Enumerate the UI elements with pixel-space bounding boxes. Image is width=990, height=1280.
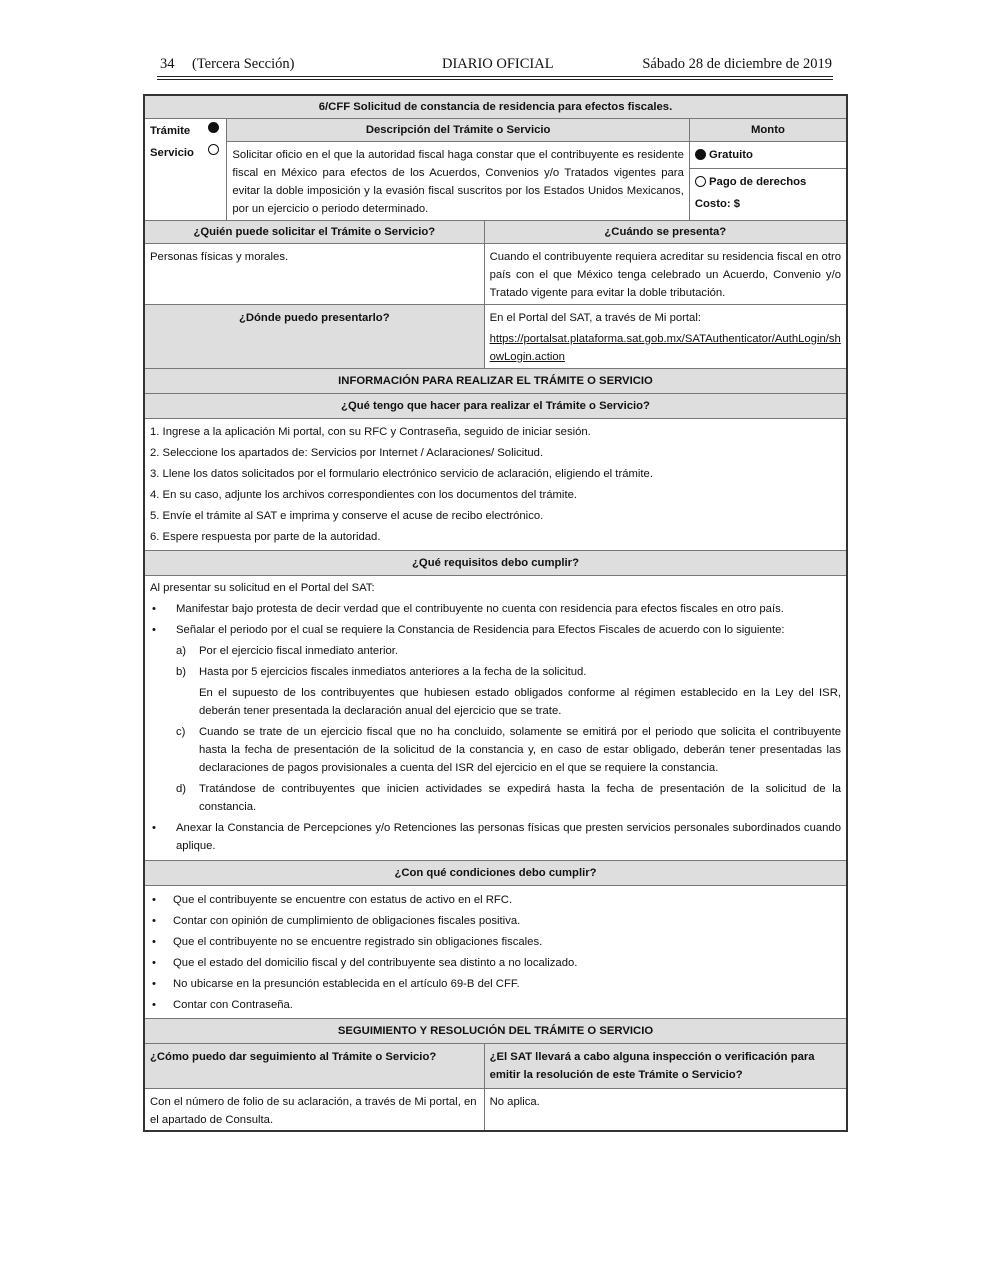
periodo-list xyxy=(176,642,841,816)
list-item: • Señalar el periodo por el cual se requiere la Constancia de Residencia para Efectos Fiscales de acuerdo con lo siguiente: a) Por el ejercicio fiscal inmediato anterior. b) Hasta por 5 ejercicios fiscales inmediatos anteriores a la fecha de la solicitud. En el supuesto de los contribuyentes que hubiesen estado obligados conforme al régimen establecido en la Ley del ISR, deberán tener presentada la declaración anual del ejercicio que se trate. c) Cuando se trate de un ejercicio fiscal que no ha concluido, solamente se emitirá por el periodo que solicita el contribuyente hasta la fecha de presentación de la solicitud de la constancia y, en caso de estar obligado, deberán tener presentadas las declaraciones de pagos provisionales a cuenta del ISR del ejercicio en el que se requiere la constancia. d) Tratándose de contribuyentes que inicien actividades se expedirá hasta la fecha de presentación de la solicitud de la constancia. xyxy=(150,621,841,816)
como-header: ¿Cómo puedo dar seguimiento al Trámite o Servicio? xyxy=(144,1044,484,1089)
condiciones-cell xyxy=(144,886,847,1019)
list-item: • Manifestar bajo protesta de decir verdad que el contribuyente no cuenta con residencia para efectos fiscales en otro país. xyxy=(150,600,841,618)
procedure-table xyxy=(143,94,848,1132)
que-hacer-header: ¿Qué tengo que hacer para realizar el Trámite o Servicio? xyxy=(144,394,847,419)
inspeccion-header: ¿El SAT llevará a cabo alguna inspección o verificación para emitir la resolución de este Trámite o Servicio? xyxy=(484,1044,847,1089)
list-item: 6. Espere respuesta por parte de la autoridad. xyxy=(150,531,381,543)
page-header xyxy=(160,56,832,76)
list-item: b) Hasta por 5 ejercicios fiscales inmediatos anteriores a la fecha de la solicitud. En el supuesto de los contribuyentes que hubiesen estado obligados conforme al régimen establecido en la Ley del ISR, deberán tener presentada la declaración anual del ejercicio que se trate. xyxy=(176,666,841,717)
requisitos-cell xyxy=(144,576,847,861)
list-item: • Que el contribuyente se encuentre con estatus de activo en el RFC. xyxy=(150,891,841,909)
requisitos-intro: Al presentar su solicitud en el Portal del SAT: xyxy=(150,582,375,594)
description-header: Descripción del Trámite o Servicio xyxy=(227,119,689,142)
list-item: • Contar con Contraseña. xyxy=(150,996,841,1014)
condiciones-list xyxy=(150,891,841,1014)
publication-date: Sábado 28 de diciembre de 2019 xyxy=(642,56,832,72)
list-item: • Contar con opinión de cumplimiento de obligaciones fiscales positiva. xyxy=(150,912,841,930)
section-label: (Tercera Sección) xyxy=(192,56,295,72)
publication-title: DIARIO OFICIAL xyxy=(442,56,554,72)
list-item: • No ubicarse en la presunción establecida en el artículo 69-B del CFF. xyxy=(150,975,841,993)
donde-cell xyxy=(484,305,847,369)
list-item: c) Cuando se trate de un ejercicio fiscal que no ha concluido, solamente se emitirá por el periodo que solicita el contribuyente hasta la fecha de presentación de la solicitud de la constancia y, en caso de estar obligado, deberán tener presentadas las declaraciones de pagos provisionales a cuenta del ISR del ejercicio en el que se requiere la constancia. xyxy=(176,726,841,774)
list-item: 2. Seleccione los apartados de: Servicios por Internet / Aclaraciones/ Solicitud. xyxy=(150,447,544,459)
description-text: Solicitar oficio en el que la autoridad fiscal haga constar que el contribuyente es residente fiscal en México para efectos de los Acuerdos, Convenios y/o Tratados vigentes para evitar la doble imposición y la evasión fiscal suscritos por los Estados Unidos Mexicanos, por un ejercicio o periodo determinado. xyxy=(227,142,689,221)
como-text: Con el número de folio de su aclaración, a través de Mi portal, en el apartado de Consulta. xyxy=(144,1089,484,1132)
list-item: d) Tratándose de contribuyentes que inicien actividades se expedirá hasta la fecha de presentación de la solicitud de la constancia. xyxy=(176,783,841,813)
quien-text: Personas físicas y morales. xyxy=(144,244,484,305)
list-item: • Que el estado del domicilio fiscal y del contribuyente sea distinto a no localizado. xyxy=(150,954,841,972)
gratuito-label: Gratuito xyxy=(709,149,753,161)
cuando-text: Cuando el contribuyente requiera acreditar su residencia fiscal en otro país con el que México tenga celebrado un Acuerdo, Convenio y/o Tratado vigente para evitar la doble tributación. xyxy=(484,244,847,305)
list-item: 4. En su caso, adjunte los archivos correspondientes con los documentos del trámite. xyxy=(150,489,578,501)
type-selector xyxy=(144,119,227,221)
inspeccion-text: No aplica. xyxy=(484,1089,847,1132)
header-rule xyxy=(157,76,833,77)
pago-label: Pago de derechos xyxy=(709,176,807,189)
quien-header: ¿Quién puede solicitar el Trámite o Servicio? xyxy=(144,221,484,244)
servicio-label: Servicio xyxy=(150,147,194,159)
pago-radio-empty-icon xyxy=(695,176,706,187)
form-title: 6/CFF Solicitud de constancia de residencia para efectos fiscales. xyxy=(144,95,847,119)
monto-gratuito xyxy=(689,142,847,169)
page-number: 34 xyxy=(160,56,175,72)
condiciones-header: ¿Con qué condiciones debo cumplir? xyxy=(144,861,847,886)
list-item: 1. Ingrese a la aplicación Mi portal, con su RFC y Contraseña, seguido de iniciar sesión. xyxy=(150,426,591,438)
list-item: 5. Envíe el trámite al SAT e imprima y conserve el acuse de recibo electrónico. xyxy=(150,510,544,522)
donde-text: En el Portal del SAT, a través de Mi portal: xyxy=(489,312,701,324)
requisitos-header: ¿Qué requisitos debo cumplir? xyxy=(144,551,847,576)
cuando-header: ¿Cuándo se presenta? xyxy=(484,221,847,244)
donde-header: ¿Dónde puedo presentarlo? xyxy=(144,305,484,369)
list-item: 3. Llene los datos solicitados por el formulario electrónico servicio de aclaración, eligiendo el trámite. xyxy=(150,468,653,480)
tramite-radio-filled-icon xyxy=(208,122,219,133)
list-item: • Anexar la Constancia de Percepciones y/o Retenciones las personas físicas que presten servicios personales subordinados cuando aplique. xyxy=(150,819,841,855)
costo-label: Costo: $ xyxy=(694,198,741,211)
monto-pago xyxy=(689,169,847,221)
requisitos-list xyxy=(150,600,841,855)
info-header: INFORMACIÓN PARA REALIZAR EL TRÁMITE O SERVICIO xyxy=(144,369,847,394)
gratuito-radio-filled-icon xyxy=(695,149,706,160)
tramite-label: Trámite xyxy=(150,125,191,137)
servicio-radio-empty-icon xyxy=(208,144,219,155)
list-item: • Que el contribuyente no se encuentre registrado sin obligaciones fiscales. xyxy=(150,933,841,951)
monto-header: Monto xyxy=(689,119,847,142)
steps-list xyxy=(144,419,847,551)
portal-link[interactable]: https://portalsat.plataforma.sat.gob.mx/SATAuthenticator/AuthLogin/showLogin.action xyxy=(489,333,841,363)
seguimiento-header: SEGUIMIENTO Y RESOLUCIÓN DEL TRÁMITE O SERVICIO xyxy=(144,1019,847,1044)
list-item: a) Por el ejercicio fiscal inmediato anterior. xyxy=(176,645,399,657)
header-rule xyxy=(157,79,833,80)
